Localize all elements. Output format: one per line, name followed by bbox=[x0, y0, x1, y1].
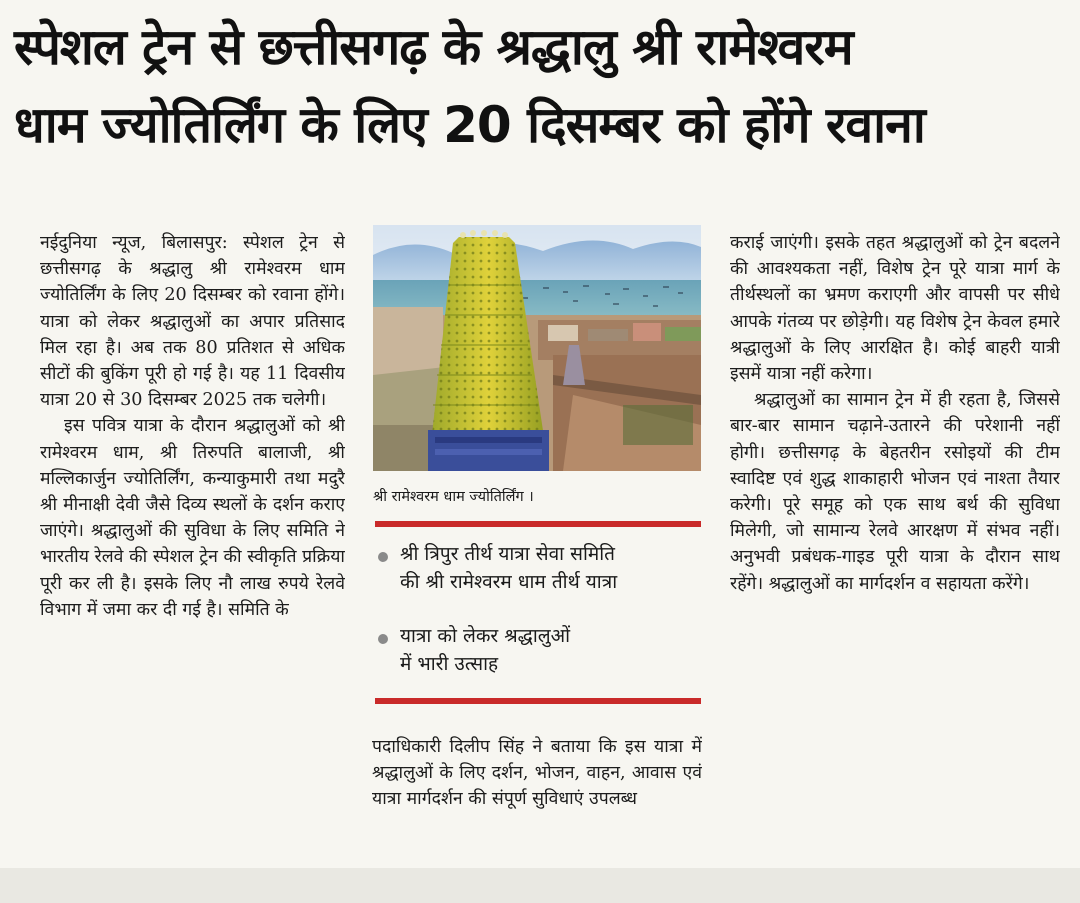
bullet-dot-icon bbox=[378, 634, 388, 644]
temple-illustration bbox=[373, 225, 701, 471]
highlight-text bbox=[378, 622, 700, 678]
headline-line-2: धाम ज्योतिर्लिंग के लिए 20 दिसम्बर को होंगे रवाना bbox=[14, 96, 925, 154]
article-column-middle bbox=[372, 734, 702, 864]
page-bottom-strip bbox=[0, 868, 1080, 903]
highlight-item bbox=[378, 540, 700, 596]
highlight-rule-top bbox=[375, 521, 701, 527]
article-paragraph: नईदुनिया न्यूज, बिलासपुर: स्पेशल ट्रेन से छत्तीसगढ़ के श्रद्धालु श्री रामेश्वरम धाम ज्योतिर्लिंग के लिए 20 दिसम्बर को रवाना होंगे। यात्रा को लेकर श्रद्धालुओं का अपार प्रतिसाद मिल रहा है। अब तक 80 प्रतिशत से अधिक सीटों की बुकिंग पूरी हो गई है। यह 11 दिवसीय यात्रा 20 से 30 दिसम्बर 2025 तक चलेगी। bbox=[40, 233, 345, 411]
temple-photo bbox=[373, 225, 701, 471]
article-paragraph: कराई जाएंगी। इसके तहत श्रद्धालुओं को ट्रेन बदलने की आवश्यकता नहीं, विशेष ट्रेन पूरे यात्रा मार्ग के तीर्थस्थलों का भ्रमण कराएगी और वापसी पर सीधे आपके गंतव्य पर छोड़ेगी। यह विशेष ट्रेन केवल हमारे श्रद्धालुओं के लिए आरक्षित है। कोई बाहरी यात्री इसमें यात्रा नहीं करेगा। bbox=[730, 233, 1060, 385]
highlight-item bbox=[378, 622, 700, 678]
article-paragraph: पदाधिकारी दिलीप सिंह ने बताया कि इस यात्रा में श्रद्धालुओं के लिए दर्शन, भोजन, वाहन, आवास एवं यात्रा मार्गदर्शन की संपूर्ण सुविधाएं उपलब्ध bbox=[372, 737, 702, 810]
article-column-left bbox=[40, 230, 345, 860]
highlight-line: में भारी उत्साह bbox=[400, 653, 499, 675]
highlight-line: की श्री रामेश्वरम धाम तीर्थ यात्रा bbox=[400, 571, 618, 593]
article-column-right bbox=[730, 230, 1060, 860]
highlight-line: श्री त्रिपुर तीर्थ यात्रा सेवा समिति bbox=[400, 543, 615, 565]
highlight-rule-bottom bbox=[375, 698, 701, 704]
article-paragraph: इस पवित्र यात्रा के दौरान श्रद्धालुओं को श्री रामेश्वरम धाम, श्री तिरुपति बालाजी, श्री मल्लिकार्जुन ज्योतिर्लिंग, कन्याकुमारी तथा मदुरै श्री मीनाक्षी देवी जैसे दिव्य स्थलों के दर्शन कराए जाएंगे। श्रद्धालुओं की सुविधा के लिए समिति ने भारतीय रेलवे की स्पेशल ट्रेन की स्वीकृति प्रक्रिया पूरी कर ली है। इसके लिए नौ लाख रुपये रेलवे विभाग में जमा कर दी गई है। समिति के bbox=[40, 416, 345, 620]
highlight-text bbox=[378, 540, 700, 596]
headline bbox=[14, 18, 1066, 180]
article-paragraph: श्रद्धालुओं का सामान ट्रेन में ही रहता है, जिससे बार-बार सामान चढ़ाने-उतारने की परेशानी नहीं होगी। छत्तीसगढ़ के बेहतरीन रसोइयों की टीम स्वादिष्ट एवं शुद्ध शाकाहारी भोजन एवं नाश्ता तैयार करेगी। पूरे समूह को एक साथ बर्थ की सुविधा मिलेगी, जो सामान्य रेलवे आरक्षण में संभव नहीं। अनुभवी प्रबंधक-गाइड पूरी यात्रा के दौरान साथ रहेंगे। श्रद्धालुओं का मार्गदर्शन व सहायता करेंगे। bbox=[730, 390, 1060, 594]
bullet-dot-icon bbox=[378, 552, 388, 562]
headline-line-1: स्पेशल ट्रेन से छत्तीसगढ़ के श्रद्धालु श्री रामेश्वरम bbox=[14, 18, 853, 76]
photo-caption: श्री रामेश्वरम धाम ज्योतिर्लिंग । bbox=[373, 489, 534, 505]
highlight-line: यात्रा को लेकर श्रद्धालुओं bbox=[400, 625, 571, 647]
